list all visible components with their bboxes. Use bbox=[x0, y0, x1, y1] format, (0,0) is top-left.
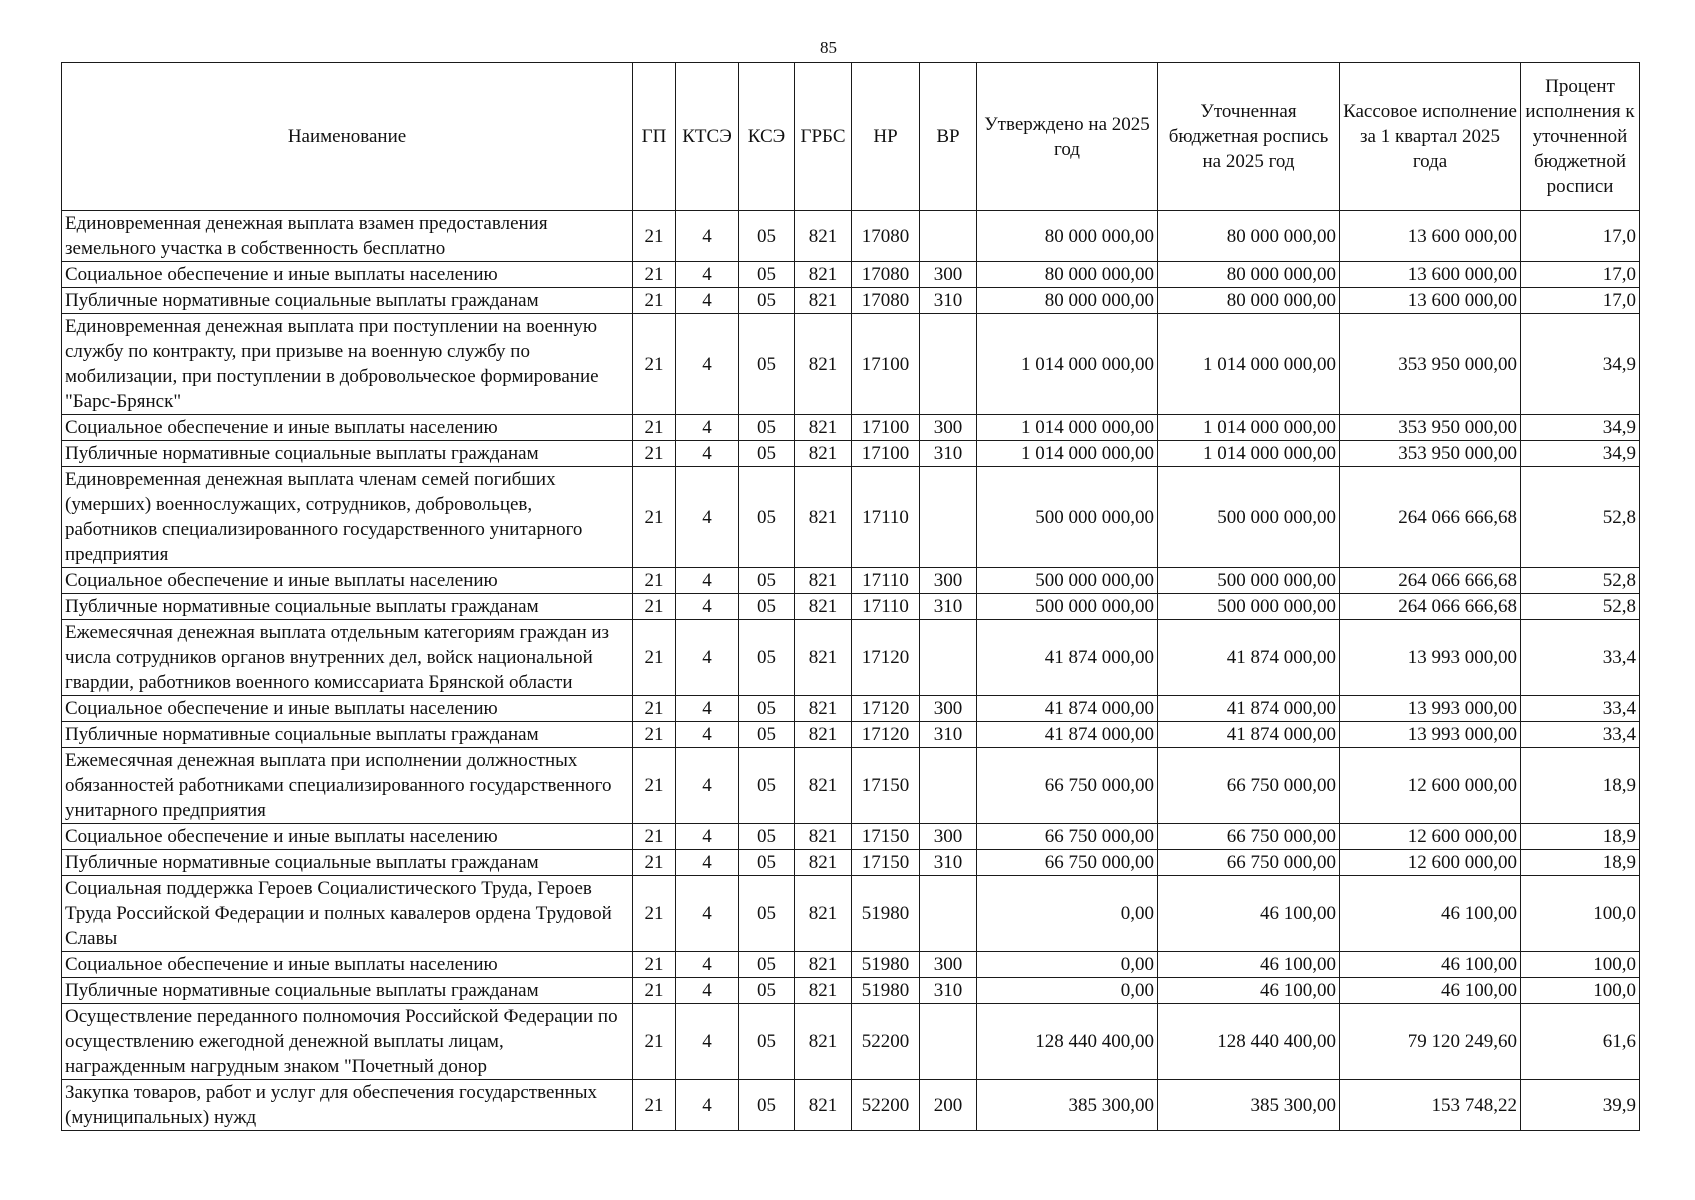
row-grbs: 821 bbox=[795, 467, 852, 568]
row-np: 17120 bbox=[852, 620, 920, 696]
row-kse: 05 bbox=[739, 314, 795, 415]
row-name: Ежемесячная денежная выплата отдельным категориям граждан из числа сотрудников органов внутренних дел, войск национальной гвардии, работников военного комиссариата Брянской области bbox=[62, 620, 633, 696]
row-name: Социальное обеспечение и иные выплаты населению bbox=[62, 824, 633, 850]
row-refined: 80 000 000,00 bbox=[1158, 211, 1340, 262]
row-vr: 310 bbox=[920, 850, 977, 876]
row-vr: 300 bbox=[920, 568, 977, 594]
row-gp: 21 bbox=[633, 415, 676, 441]
row-approved: 41 874 000,00 bbox=[977, 722, 1158, 748]
row-gp: 21 bbox=[633, 748, 676, 824]
row-kse: 05 bbox=[739, 467, 795, 568]
row-vr bbox=[920, 467, 977, 568]
table-row bbox=[62, 722, 1640, 748]
row-grbs: 821 bbox=[795, 1080, 852, 1131]
row-cash: 12 600 000,00 bbox=[1340, 824, 1521, 850]
row-ktse: 4 bbox=[676, 748, 739, 824]
table-row bbox=[62, 314, 1640, 415]
row-approved: 80 000 000,00 bbox=[977, 211, 1158, 262]
row-cash: 13 600 000,00 bbox=[1340, 262, 1521, 288]
table-body bbox=[62, 211, 1640, 1131]
row-approved: 66 750 000,00 bbox=[977, 824, 1158, 850]
row-vr: 200 bbox=[920, 1080, 977, 1131]
row-percent: 52,8 bbox=[1521, 467, 1640, 568]
row-percent: 34,9 bbox=[1521, 314, 1640, 415]
row-name: Закупка товаров, работ и услуг для обеспечения государственных (муниципальных) нужд bbox=[62, 1080, 633, 1131]
row-percent: 33,4 bbox=[1521, 696, 1640, 722]
row-np: 17110 bbox=[852, 568, 920, 594]
row-np: 17120 bbox=[852, 722, 920, 748]
row-gp: 21 bbox=[633, 722, 676, 748]
row-np: 17150 bbox=[852, 850, 920, 876]
table-row bbox=[62, 876, 1640, 952]
table-row bbox=[62, 850, 1640, 876]
row-vr: 310 bbox=[920, 288, 977, 314]
row-percent: 17,0 bbox=[1521, 211, 1640, 262]
header-np: НР bbox=[852, 63, 920, 211]
row-np: 51980 bbox=[852, 952, 920, 978]
row-ktse: 4 bbox=[676, 211, 739, 262]
row-gp: 21 bbox=[633, 211, 676, 262]
row-percent: 17,0 bbox=[1521, 288, 1640, 314]
row-refined: 1 014 000 000,00 bbox=[1158, 415, 1340, 441]
row-np: 17100 bbox=[852, 415, 920, 441]
row-grbs: 821 bbox=[795, 824, 852, 850]
row-grbs: 821 bbox=[795, 620, 852, 696]
row-np: 17110 bbox=[852, 467, 920, 568]
row-kse: 05 bbox=[739, 850, 795, 876]
row-approved: 41 874 000,00 bbox=[977, 696, 1158, 722]
row-percent: 34,9 bbox=[1521, 415, 1640, 441]
row-vr bbox=[920, 620, 977, 696]
row-percent: 33,4 bbox=[1521, 722, 1640, 748]
row-approved: 128 440 400,00 bbox=[977, 1004, 1158, 1080]
row-vr: 300 bbox=[920, 262, 977, 288]
row-refined: 66 750 000,00 bbox=[1158, 850, 1340, 876]
row-np: 17150 bbox=[852, 748, 920, 824]
row-cash: 13 993 000,00 bbox=[1340, 696, 1521, 722]
row-approved: 80 000 000,00 bbox=[977, 262, 1158, 288]
row-ktse: 4 bbox=[676, 1080, 739, 1131]
row-refined: 41 874 000,00 bbox=[1158, 696, 1340, 722]
row-ktse: 4 bbox=[676, 1004, 739, 1080]
row-refined: 66 750 000,00 bbox=[1158, 824, 1340, 850]
row-ktse: 4 bbox=[676, 415, 739, 441]
row-percent: 39,9 bbox=[1521, 1080, 1640, 1131]
row-name: Единовременная денежная выплата при поступлении на военную службу по контракту, при призыве на военную службу по мобилизации, при поступлении в добровольческое формирование "Барс-Брянск" bbox=[62, 314, 633, 415]
header-refined: Уточненная бюджетная роспись на 2025 год bbox=[1158, 63, 1340, 211]
row-np: 17120 bbox=[852, 696, 920, 722]
table-row bbox=[62, 1080, 1640, 1131]
row-kse: 05 bbox=[739, 262, 795, 288]
row-percent: 100,0 bbox=[1521, 978, 1640, 1004]
row-approved: 80 000 000,00 bbox=[977, 288, 1158, 314]
row-np: 17150 bbox=[852, 824, 920, 850]
row-refined: 128 440 400,00 bbox=[1158, 1004, 1340, 1080]
row-cash: 12 600 000,00 bbox=[1340, 850, 1521, 876]
row-vr bbox=[920, 211, 977, 262]
row-refined: 41 874 000,00 bbox=[1158, 722, 1340, 748]
table-row bbox=[62, 568, 1640, 594]
row-approved: 66 750 000,00 bbox=[977, 748, 1158, 824]
row-refined: 500 000 000,00 bbox=[1158, 467, 1340, 568]
row-refined: 41 874 000,00 bbox=[1158, 620, 1340, 696]
row-ktse: 4 bbox=[676, 824, 739, 850]
row-gp: 21 bbox=[633, 1004, 676, 1080]
row-grbs: 821 bbox=[795, 211, 852, 262]
row-ktse: 4 bbox=[676, 314, 739, 415]
row-name: Публичные нормативные социальные выплаты гражданам bbox=[62, 850, 633, 876]
table-row bbox=[62, 696, 1640, 722]
row-vr: 310 bbox=[920, 594, 977, 620]
row-ktse: 4 bbox=[676, 722, 739, 748]
row-gp: 21 bbox=[633, 952, 676, 978]
row-ktse: 4 bbox=[676, 876, 739, 952]
row-grbs: 821 bbox=[795, 850, 852, 876]
row-grbs: 821 bbox=[795, 748, 852, 824]
row-cash: 46 100,00 bbox=[1340, 978, 1521, 1004]
row-grbs: 821 bbox=[795, 876, 852, 952]
header-gp: ГП bbox=[633, 63, 676, 211]
row-gp: 21 bbox=[633, 288, 676, 314]
header-ktse: КТСЭ bbox=[676, 63, 739, 211]
row-cash: 13 600 000,00 bbox=[1340, 211, 1521, 262]
row-kse: 05 bbox=[739, 415, 795, 441]
row-ktse: 4 bbox=[676, 850, 739, 876]
row-vr: 310 bbox=[920, 978, 977, 1004]
row-gp: 21 bbox=[633, 568, 676, 594]
header-approved: Утверждено на 2025 год bbox=[977, 63, 1158, 211]
row-kse: 05 bbox=[739, 1080, 795, 1131]
row-vr: 300 bbox=[920, 415, 977, 441]
row-cash: 353 950 000,00 bbox=[1340, 314, 1521, 415]
row-gp: 21 bbox=[633, 594, 676, 620]
row-refined: 500 000 000,00 bbox=[1158, 594, 1340, 620]
table-row bbox=[62, 748, 1640, 824]
row-cash: 79 120 249,60 bbox=[1340, 1004, 1521, 1080]
page-number: 85 bbox=[820, 38, 837, 57]
row-ktse: 4 bbox=[676, 568, 739, 594]
row-gp: 21 bbox=[633, 696, 676, 722]
row-ktse: 4 bbox=[676, 952, 739, 978]
row-ktse: 4 bbox=[676, 696, 739, 722]
table-row bbox=[62, 211, 1640, 262]
row-percent: 18,9 bbox=[1521, 748, 1640, 824]
row-ktse: 4 bbox=[676, 620, 739, 696]
row-name: Публичные нормативные социальные выплаты гражданам bbox=[62, 722, 633, 748]
row-approved: 41 874 000,00 bbox=[977, 620, 1158, 696]
row-name: Осуществление переданного полномочия Российской Федерации по осуществлению ежегодной денежной выплаты лицам, награжденным нагрудным знаком "Почетный донор bbox=[62, 1004, 633, 1080]
row-kse: 05 bbox=[739, 748, 795, 824]
row-percent: 52,8 bbox=[1521, 594, 1640, 620]
table-row bbox=[62, 441, 1640, 467]
row-percent: 18,9 bbox=[1521, 824, 1640, 850]
table-header bbox=[62, 63, 1640, 211]
row-kse: 05 bbox=[739, 594, 795, 620]
row-name: Публичные нормативные социальные выплаты гражданам bbox=[62, 594, 633, 620]
row-vr: 300 bbox=[920, 696, 977, 722]
table-row bbox=[62, 824, 1640, 850]
row-gp: 21 bbox=[633, 876, 676, 952]
row-cash: 264 066 666,68 bbox=[1340, 568, 1521, 594]
row-np: 17080 bbox=[852, 211, 920, 262]
row-kse: 05 bbox=[739, 1004, 795, 1080]
row-vr bbox=[920, 1004, 977, 1080]
row-cash: 353 950 000,00 bbox=[1340, 441, 1521, 467]
table-row bbox=[62, 620, 1640, 696]
row-percent: 17,0 bbox=[1521, 262, 1640, 288]
row-vr bbox=[920, 748, 977, 824]
row-refined: 46 100,00 bbox=[1158, 876, 1340, 952]
row-refined: 46 100,00 bbox=[1158, 952, 1340, 978]
table-row bbox=[62, 467, 1640, 568]
row-ktse: 4 bbox=[676, 467, 739, 568]
row-np: 17080 bbox=[852, 288, 920, 314]
row-approved: 500 000 000,00 bbox=[977, 594, 1158, 620]
row-refined: 66 750 000,00 bbox=[1158, 748, 1340, 824]
row-refined: 385 300,00 bbox=[1158, 1080, 1340, 1131]
row-gp: 21 bbox=[633, 620, 676, 696]
row-gp: 21 bbox=[633, 441, 676, 467]
row-cash: 46 100,00 bbox=[1340, 876, 1521, 952]
row-refined: 46 100,00 bbox=[1158, 978, 1340, 1004]
header-kse: КСЭ bbox=[739, 63, 795, 211]
header-percent: Процент исполнения к уточненной бюджетной росписи bbox=[1521, 63, 1640, 211]
row-cash: 153 748,22 bbox=[1340, 1080, 1521, 1131]
row-kse: 05 bbox=[739, 620, 795, 696]
row-name: Социальная поддержка Героев Социалистического Труда, Героев Труда Российской Федерации и полных кавалеров ордена Трудовой Славы bbox=[62, 876, 633, 952]
row-gp: 21 bbox=[633, 824, 676, 850]
row-approved: 1 014 000 000,00 bbox=[977, 314, 1158, 415]
row-grbs: 821 bbox=[795, 696, 852, 722]
header-name: Наименование bbox=[62, 63, 633, 211]
row-name: Социальное обеспечение и иные выплаты населению bbox=[62, 568, 633, 594]
row-ktse: 4 bbox=[676, 262, 739, 288]
row-cash: 13 993 000,00 bbox=[1340, 722, 1521, 748]
row-approved: 1 014 000 000,00 bbox=[977, 415, 1158, 441]
row-np: 17080 bbox=[852, 262, 920, 288]
row-np: 51980 bbox=[852, 876, 920, 952]
row-name: Социальное обеспечение и иные выплаты населению bbox=[62, 262, 633, 288]
row-np: 17110 bbox=[852, 594, 920, 620]
header-vr: ВР bbox=[920, 63, 977, 211]
row-approved: 500 000 000,00 bbox=[977, 568, 1158, 594]
row-percent: 34,9 bbox=[1521, 441, 1640, 467]
row-refined: 80 000 000,00 bbox=[1158, 288, 1340, 314]
row-ktse: 4 bbox=[676, 594, 739, 620]
row-name: Социальное обеспечение и иные выплаты населению bbox=[62, 415, 633, 441]
row-vr bbox=[920, 876, 977, 952]
row-percent: 100,0 bbox=[1521, 876, 1640, 952]
row-grbs: 821 bbox=[795, 441, 852, 467]
row-approved: 385 300,00 bbox=[977, 1080, 1158, 1131]
row-cash: 12 600 000,00 bbox=[1340, 748, 1521, 824]
row-kse: 05 bbox=[739, 568, 795, 594]
budget-table bbox=[61, 62, 1640, 1131]
row-cash: 353 950 000,00 bbox=[1340, 415, 1521, 441]
row-grbs: 821 bbox=[795, 288, 852, 314]
row-percent: 61,6 bbox=[1521, 1004, 1640, 1080]
row-name: Социальное обеспечение и иные выплаты населению bbox=[62, 952, 633, 978]
row-name: Единовременная денежная выплата членам семей погибших (умерших) военнослужащих, сотрудников, добровольцев, работников специализированного государственного унитарного предприятия bbox=[62, 467, 633, 568]
row-name: Публичные нормативные социальные выплаты гражданам bbox=[62, 288, 633, 314]
header-grbs: ГРБС bbox=[795, 63, 852, 211]
row-vr: 310 bbox=[920, 722, 977, 748]
row-kse: 05 bbox=[739, 441, 795, 467]
row-percent: 33,4 bbox=[1521, 620, 1640, 696]
table-row bbox=[62, 978, 1640, 1004]
row-grbs: 821 bbox=[795, 262, 852, 288]
row-gp: 21 bbox=[633, 262, 676, 288]
row-refined: 1 014 000 000,00 bbox=[1158, 441, 1340, 467]
row-grbs: 821 bbox=[795, 568, 852, 594]
row-name: Ежемесячная денежная выплата при исполнении должностных обязанностей работниками специализированного государственного унитарного предприятия bbox=[62, 748, 633, 824]
row-grbs: 821 bbox=[795, 314, 852, 415]
row-grbs: 821 bbox=[795, 1004, 852, 1080]
row-grbs: 821 bbox=[795, 978, 852, 1004]
row-vr bbox=[920, 314, 977, 415]
row-cash: 46 100,00 bbox=[1340, 952, 1521, 978]
row-np: 52200 bbox=[852, 1004, 920, 1080]
row-name: Единовременная денежная выплата взамен предоставления земельного участка в собственность бесплатно bbox=[62, 211, 633, 262]
table-row bbox=[62, 952, 1640, 978]
table-row bbox=[62, 288, 1640, 314]
table-row bbox=[62, 594, 1640, 620]
row-ktse: 4 bbox=[676, 441, 739, 467]
row-np: 17100 bbox=[852, 314, 920, 415]
row-approved: 0,00 bbox=[977, 876, 1158, 952]
row-vr: 310 bbox=[920, 441, 977, 467]
row-kse: 05 bbox=[739, 952, 795, 978]
row-np: 51980 bbox=[852, 978, 920, 1004]
row-np: 17100 bbox=[852, 441, 920, 467]
row-ktse: 4 bbox=[676, 288, 739, 314]
row-cash: 264 066 666,68 bbox=[1340, 594, 1521, 620]
row-name: Публичные нормативные социальные выплаты гражданам bbox=[62, 978, 633, 1004]
row-kse: 05 bbox=[739, 288, 795, 314]
row-name: Публичные нормативные социальные выплаты гражданам bbox=[62, 441, 633, 467]
row-kse: 05 bbox=[739, 211, 795, 262]
row-cash: 13 993 000,00 bbox=[1340, 620, 1521, 696]
table-row bbox=[62, 415, 1640, 441]
row-percent: 18,9 bbox=[1521, 850, 1640, 876]
row-approved: 0,00 bbox=[977, 952, 1158, 978]
row-approved: 500 000 000,00 bbox=[977, 467, 1158, 568]
row-refined: 1 014 000 000,00 bbox=[1158, 314, 1340, 415]
row-ktse: 4 bbox=[676, 978, 739, 1004]
row-vr: 300 bbox=[920, 952, 977, 978]
row-name: Социальное обеспечение и иные выплаты населению bbox=[62, 696, 633, 722]
row-cash: 264 066 666,68 bbox=[1340, 467, 1521, 568]
row-grbs: 821 bbox=[795, 722, 852, 748]
row-gp: 21 bbox=[633, 1080, 676, 1131]
row-gp: 21 bbox=[633, 314, 676, 415]
row-kse: 05 bbox=[739, 978, 795, 1004]
row-kse: 05 bbox=[739, 824, 795, 850]
row-gp: 21 bbox=[633, 978, 676, 1004]
row-gp: 21 bbox=[633, 850, 676, 876]
row-kse: 05 bbox=[739, 722, 795, 748]
row-approved: 66 750 000,00 bbox=[977, 850, 1158, 876]
row-gp: 21 bbox=[633, 467, 676, 568]
row-kse: 05 bbox=[739, 876, 795, 952]
table-row bbox=[62, 262, 1640, 288]
row-grbs: 821 bbox=[795, 415, 852, 441]
row-percent: 52,8 bbox=[1521, 568, 1640, 594]
row-percent: 100,0 bbox=[1521, 952, 1640, 978]
row-approved: 1 014 000 000,00 bbox=[977, 441, 1158, 467]
header-cash: Кассовое исполнение за 1 квартал 2025 года bbox=[1340, 63, 1521, 211]
row-grbs: 821 bbox=[795, 594, 852, 620]
row-cash: 13 600 000,00 bbox=[1340, 288, 1521, 314]
row-grbs: 821 bbox=[795, 952, 852, 978]
table-row bbox=[62, 1004, 1640, 1080]
row-refined: 80 000 000,00 bbox=[1158, 262, 1340, 288]
row-np: 52200 bbox=[852, 1080, 920, 1131]
row-approved: 0,00 bbox=[977, 978, 1158, 1004]
row-vr: 300 bbox=[920, 824, 977, 850]
row-kse: 05 bbox=[739, 696, 795, 722]
row-refined: 500 000 000,00 bbox=[1158, 568, 1340, 594]
